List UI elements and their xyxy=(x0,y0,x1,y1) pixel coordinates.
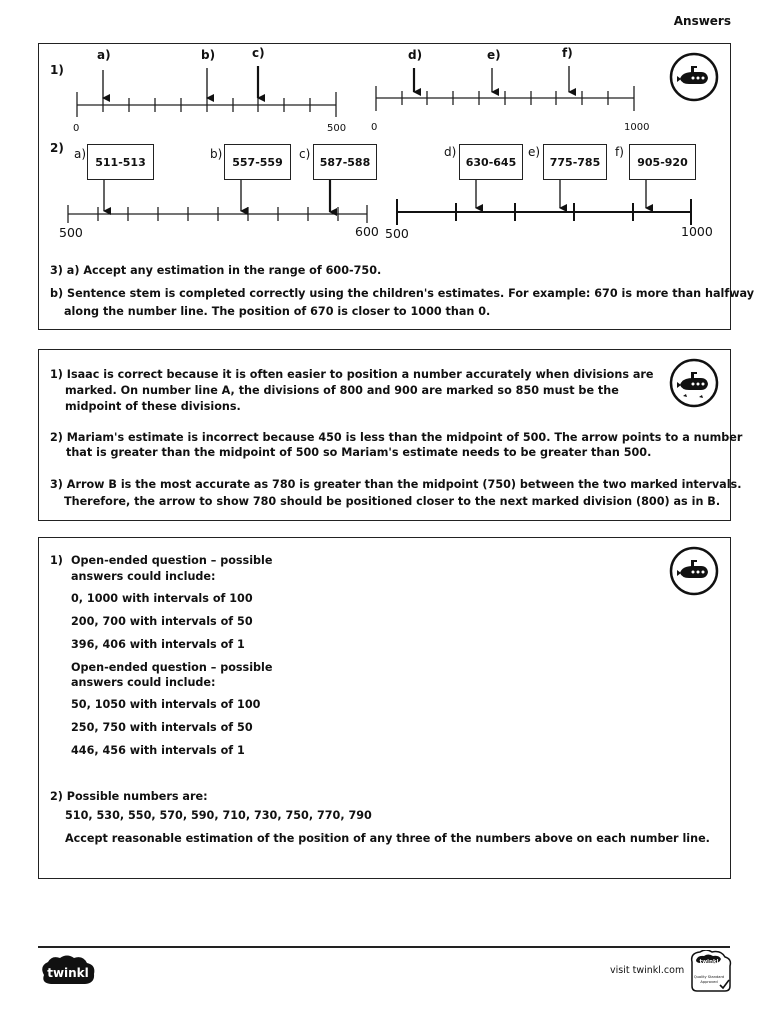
q2-answer-d: 630-645 xyxy=(459,144,523,180)
q1-line2-start: 0 xyxy=(371,122,378,133)
s2-answer3-line1: 3) Arrow B is the most accurate as 780 is greater than the midpoint (750) between the two marked intervals. xyxy=(50,478,742,491)
logo-text: twinkl xyxy=(47,966,89,980)
q2-answer-a: 511-513 xyxy=(87,144,154,180)
s3-q2-title: 2) Possible numbers are: xyxy=(50,790,208,803)
quality-badge xyxy=(688,950,732,992)
q2-label-f: f) xyxy=(615,145,624,159)
s3-q2-accept: Accept reasonable estimation of the position of any three of the numbers above on each number line. xyxy=(65,832,710,845)
q2-label-c: c) xyxy=(299,147,311,161)
q2-answer-b: 557-559 xyxy=(224,144,291,180)
s2-answer3-line2: Therefore, the arrow to show 780 should be positioned closer to the next marked division (800) as in B. xyxy=(64,495,721,508)
q1-number: 1) xyxy=(50,63,64,77)
s3-q1-line2: answers could include: xyxy=(71,570,216,583)
s3-q1-number: 1) xyxy=(50,554,63,567)
s3-list1-item: 200, 700 with intervals of 50 xyxy=(71,615,253,628)
s3-list2-item: 446, 456 with intervals of 1 xyxy=(71,744,245,757)
q2-answer-e: 775-785 xyxy=(543,144,607,180)
q2-line-b xyxy=(397,199,691,225)
badge-text: twinkl xyxy=(699,959,719,965)
q3b-text-line1: b) Sentence stem is completed correctly using the children's estimates. For example: 670 is more than halfway xyxy=(50,287,755,300)
q1-label-a: a) xyxy=(97,48,111,62)
submarine-icon xyxy=(669,358,719,408)
badge-sub1: Quality Standard xyxy=(693,975,725,979)
s3-q1-line1: Open-ended question – possible xyxy=(71,554,273,567)
s2-answer2-line1: 2) Mariam's estimate is incorrect because 450 is less than the midpoint of 500. The arrow points to a number xyxy=(50,431,743,444)
q2-label-b: b) xyxy=(210,147,223,161)
q2-answer-c: 587-588 xyxy=(313,144,377,180)
page-header-title: Answers xyxy=(673,14,731,28)
s3-list1-item: 396, 406 with intervals of 1 xyxy=(71,638,245,651)
q2-label-a: a) xyxy=(74,147,87,161)
s3-q1b-line1: Open-ended question – possible xyxy=(71,661,273,674)
s3-list1-item: 0, 1000 with intervals of 100 xyxy=(71,592,253,605)
q2-number: 2) xyxy=(50,141,64,155)
badge-sub2: Approved xyxy=(700,980,718,984)
s2-answer2-line2: that is greater than the midpoint of 500 so Mariam's estimate needs to be greater than 500. xyxy=(66,446,652,459)
q3a-text: 3) a) Accept any estimation in the range of 600-750. xyxy=(50,264,382,277)
s3-list2-item: 250, 750 with intervals of 50 xyxy=(71,721,253,734)
twinkl-logo[interactable] xyxy=(38,955,98,989)
s2-answer1-line2: marked. On number line A, the divisions of 800 and 900 are marked so 850 must be the xyxy=(65,384,619,397)
s2-answer1-line3: midpoint of these divisions. xyxy=(65,400,241,413)
q2-line2-start: 500 xyxy=(385,226,409,241)
q3b-text-line2: along the number line. The position of 670 is closer to 1000 than 0. xyxy=(64,305,491,318)
submarine-icon xyxy=(669,546,719,596)
q1-line1-start: 0 xyxy=(73,123,80,134)
footer-divider xyxy=(38,946,730,948)
q2-line1-end: 600 xyxy=(355,224,379,239)
q1-label-e: e) xyxy=(487,48,501,62)
q1-label-b: b) xyxy=(201,48,216,62)
q2-line-a xyxy=(68,205,367,223)
q2-answer-f: 905-920 xyxy=(629,144,696,180)
q1-line2-end: 1000 xyxy=(624,122,650,133)
s3-q1b-line2: answers could include: xyxy=(71,676,216,689)
q2-line2-end: 1000 xyxy=(681,224,713,239)
q1-label-c: c) xyxy=(252,46,265,60)
s3-q2-numbers: 510, 530, 550, 570, 590, 710, 730, 750, 770, 790 xyxy=(65,809,372,822)
visit-link[interactable]: visit twinkl.com xyxy=(610,965,685,976)
s3-list2-item: 50, 1050 with intervals of 100 xyxy=(71,698,261,711)
q2-label-e: e) xyxy=(528,145,541,159)
q2-number-lines xyxy=(0,0,768,240)
q2-label-d: d) xyxy=(444,145,457,159)
s2-answer1-line1: 1) Isaac is correct because it is often easier to position a number accurately when divisions are xyxy=(50,368,654,381)
q1-label-d: d) xyxy=(408,48,423,62)
q2-line1-start: 500 xyxy=(59,225,83,240)
q1-line1-end: 500 xyxy=(327,123,347,134)
q1-label-f: f) xyxy=(562,46,573,60)
